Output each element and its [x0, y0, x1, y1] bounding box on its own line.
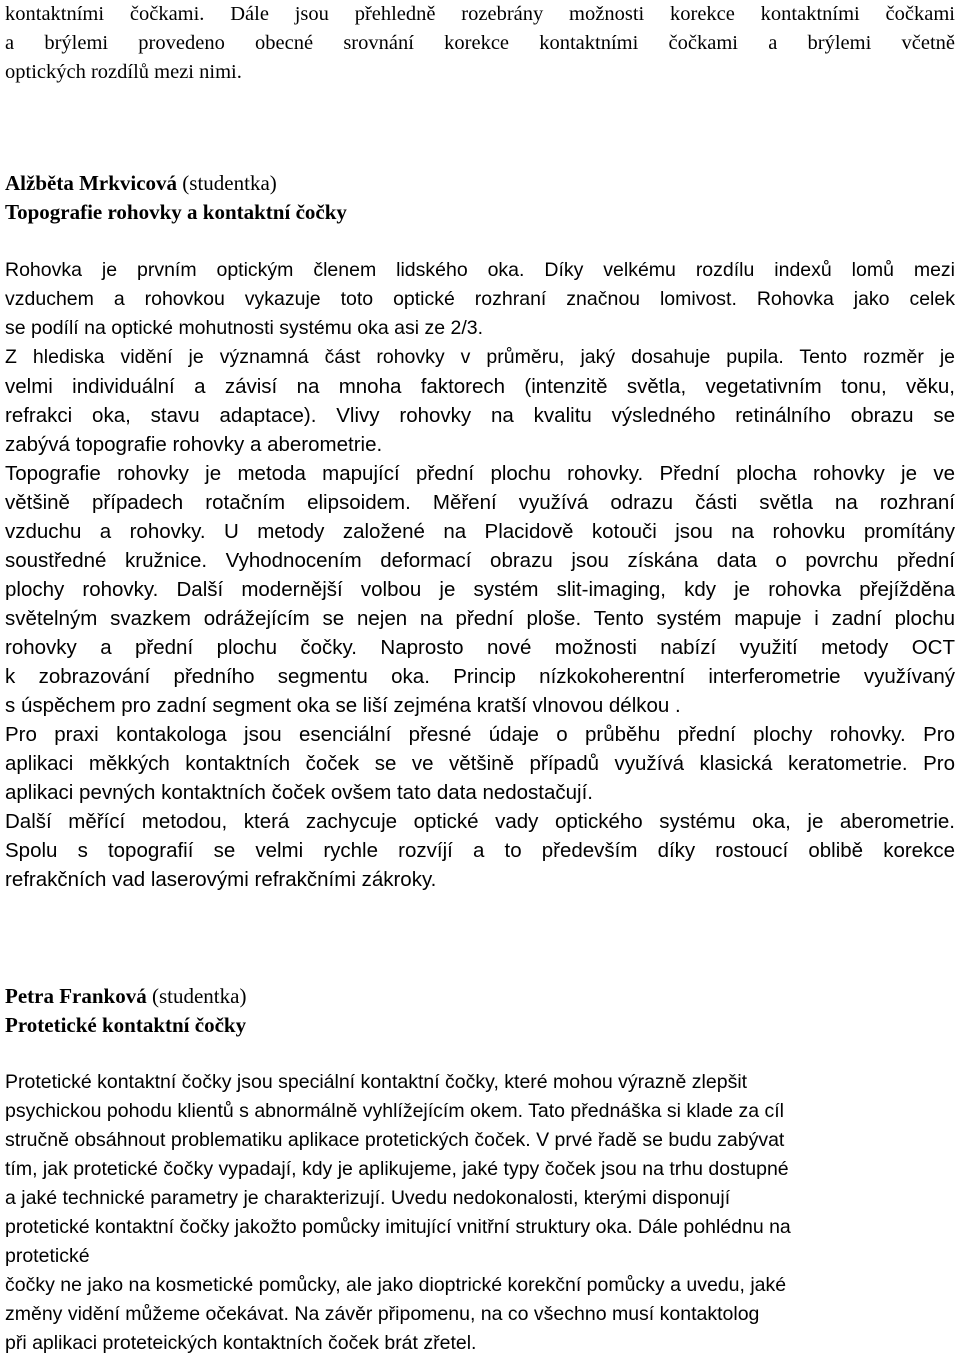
section1-role: (studentka) [182, 171, 277, 195]
text-line: protetické kontaktní čočky jakožto pomůcky imitující vnitřní struktury oka. Dále pohlédnu na [5, 1216, 791, 1238]
section1-body [5, 256, 955, 894]
text-line: kontaktními čočkami. Dále jsou přehledně rozebrány možnosti korekce kontaktními čočkami [5, 3, 955, 25]
text-line: aplikaci pevných kontaktních čoček ovšem tato data nedostačují. [5, 781, 594, 804]
text-line: s úspěchem pro zadní segment oka se liší zejména kratší vlnovou délkou . [5, 694, 681, 717]
section2-role: (studentka) [151, 984, 247, 1008]
text-line: soustředné kružnice. Vyhodnocením deformací obrazu jsou získána data o povrchu přední [5, 549, 955, 572]
text-line: Topografie rohovky je metoda mapující přední plochu rohovky. Přední plocha rohovky je ve [5, 462, 955, 485]
text-line: a brýlemi provedeno obecné srovnání korekce kontaktními čočkami a brýlemi včetně [5, 32, 955, 54]
text-line: rohovky a přední plochu čočky. Naprosto nové možnosti nabízí využití metody OCT [5, 636, 955, 659]
text-line: tím, jak protetické čočky vypadají, kdy je aplikujeme, jaké typy čoček jsou na trhu dostupné [5, 1158, 789, 1180]
section2-author: Petra Franková [5, 984, 147, 1008]
intro-paragraph [5, 0, 955, 87]
text-line: při aplikaci proteteických kontaktních čoček brát zřetel. [5, 1332, 477, 1354]
text-line: většině případech rotačním elipsoidem. Měření využívá odrazu části světla na rozhraní [5, 491, 955, 514]
text-line: optických rozdílů mezi nimi. [5, 61, 242, 83]
section2-heading [5, 982, 955, 1040]
text-line: protetické [5, 1245, 90, 1267]
text-line: psychickou pohodu klientů s abnormálně vyhlížejícím okem. Tato přednáška si klade za cíl [5, 1100, 784, 1122]
text-line: vzduchem a rohovkou vykazuje toto optické rozhraní značnou lomivost. Rohovka jako celek [5, 288, 955, 310]
section1-title: Topografie rohovky a kontaktní čočky [5, 200, 347, 224]
text-line: vzduchu a rohovky. U metody založené na Placidově kotouči jsou na rohovku promítány [5, 520, 955, 543]
text-line: čočky ne jako na kosmetické pomůcky, ale jako dioptrické korekční pomůcky a uvedu, jaké [5, 1274, 787, 1296]
text-line: aplikaci měkkých kontaktních čoček se ve většině případů využívá klasická keratometrie. Pro [5, 752, 955, 775]
section2-body [5, 1068, 955, 1358]
text-line: velmi individuální a závisí na mnoha faktorech (intenzitě světla, vegetativním tonu, věku, [5, 375, 955, 398]
section1-heading [5, 169, 955, 227]
section2-author-line [5, 982, 955, 1011]
text-line: zabývá topografie rohovky a aberometrie. [5, 433, 383, 456]
text-line: Pro praxi kontakologa jsou esenciální přesné údaje o průběhu přední plochy rohovky. Pro [5, 723, 955, 746]
text-line: Další měřící metodou, která zachycuje optické vady optického systému oka, je aberometrie. [5, 810, 955, 833]
text-line: k zobrazování předního segmentu oka. Princip nízkokoherentní interferometrie využívaný [5, 665, 955, 688]
section2-title: Protetické kontaktní čočky [5, 1013, 247, 1037]
text-line: se podílí na optické mohutnosti systému oka asi ze 2/3. [5, 317, 484, 339]
text-line: změny vidění můžeme očekávat. Na závěr připomenu, na co všechno musí kontaktolog [5, 1303, 760, 1325]
text-line: Spolu s topografií se velmi rychle rozvíjí a to především díky rostoucí oblibě korekce [5, 839, 955, 862]
section1-author-line [5, 169, 955, 198]
text-line: refrakci oka, stavu adaptace). Vlivy rohovky na kvalitu výsledného retinálního obrazu se [5, 404, 955, 427]
text-line: Rohovka je prvním optickým členem lidského oka. Díky velkému rozdílu indexů lomů mezi [5, 259, 955, 281]
text-line: plochy rohovky. Další modernější volbou je systém slit-imaging, kdy je rohovka přejížděna [5, 578, 955, 601]
text-line: stručně obsáhnout problematiku aplikace protetických čoček. V prvé řadě se budu zabývat [5, 1129, 785, 1151]
text-line: světelným svazkem odrážejícím se nejen na přední ploše. Tento systém mapuje i zadní plochu [5, 607, 955, 630]
text-line: a jaké technické parametry je charakterizují. Uvedu nedokonalosti, kterými disponují [5, 1187, 731, 1209]
section1-author: Alžběta Mrkvicová [5, 171, 178, 195]
text-line: refrakčních vad laserovými refrakčními zákroky. [5, 868, 437, 891]
text-line: Z hlediska vidění je významná část rohovky v průměru, jaký dosahuje pupila. Tento rozměr je [5, 346, 955, 368]
text-line: Protetické kontaktní čočky jsou speciální kontaktní čočky, které mohou výrazně zlepšit [5, 1071, 748, 1093]
